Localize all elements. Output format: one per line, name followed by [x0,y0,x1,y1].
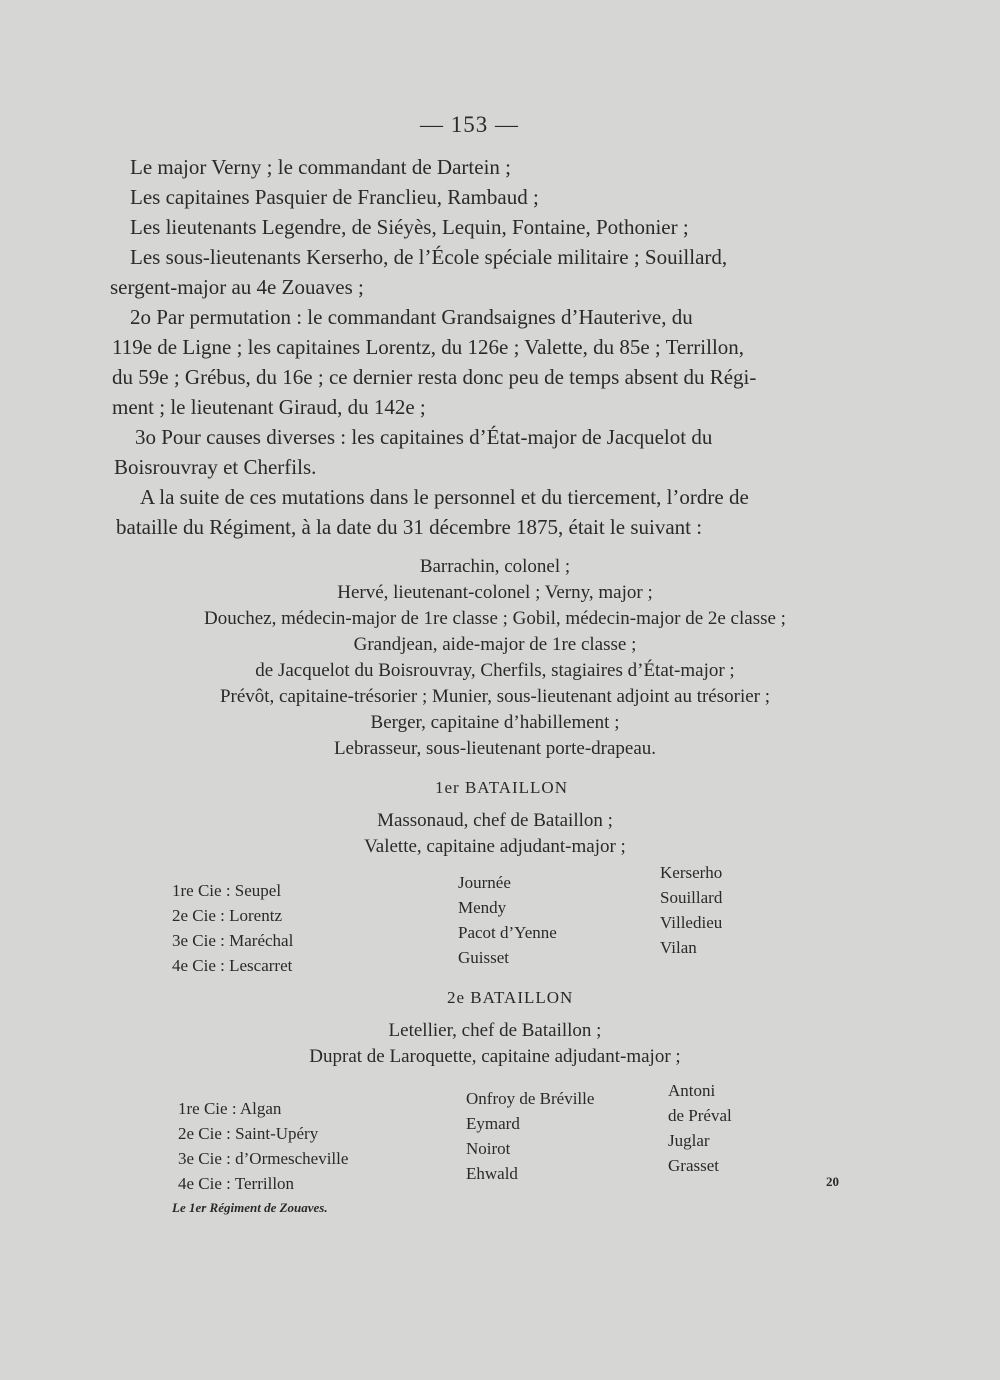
battalion-officer: Valette, capitaine adjudant-major ; [364,836,626,857]
company-row: 3e Cie : Maréchal [172,931,294,950]
sous-lieutenant-name: Grasset [668,1156,719,1175]
lieutenant-list [466,1086,594,1186]
text-line: Boisrouvray et Cherfils. [114,455,317,479]
company-list [172,878,293,978]
company-row: 4e Cie : Terrillon [178,1174,295,1193]
staff-line: Hervé, lieutenant-colonel ; Verny, major ; [337,582,653,603]
staff-line: Grandjean, aide-major de 1re classe ; [353,634,637,655]
battalion-heading: 2e BATAILLON [447,988,574,1007]
battalion-officer: Massonaud, chef de Bataillon ; [377,810,613,831]
sous-lieutenant-name: Villedieu [660,913,723,932]
lieutenant-list [458,870,557,970]
text-line: 3o Pour causes diverses : les capitaines d’État-major de Jacquelot du [135,425,713,449]
battalion-heading: 1er BATAILLON [435,778,568,797]
page-number: — 153 — [420,112,519,137]
text-line: Les capitaines Pasquier de Franclieu, Rambaud ; [130,185,539,209]
text-line: ment ; le lieutenant Giraud, du 142e ; [112,395,426,419]
company-list [178,1096,348,1196]
sous-lieutenant-name: Souillard [660,888,723,907]
sous-lieutenant-list [660,860,722,960]
lieutenant-name: Guisset [458,948,509,967]
lieutenant-name: Onfroy de Bréville [466,1089,595,1108]
lieutenant-name: Eymard [466,1114,520,1133]
lieutenant-name: Noirot [466,1139,511,1158]
staff-line: Lebrasseur, sous-lieutenant porte-drapeau. [333,738,657,759]
lieutenant-name: Mendy [458,898,507,917]
staff-line: de Jacquelot du Boisrouvray, Cherfils, stagiaires d’État-major ; [255,660,735,681]
text-line: A la suite de ces mutations dans le personnel et du tiercement, l’ordre de [140,485,749,509]
lieutenant-name: Pacot d’Yenne [458,923,557,942]
sous-lieutenant-name: Kerserho [660,863,723,882]
company-row: 2e Cie : Lorentz [172,906,282,925]
company-row: 3e Cie : d’Ormescheville [178,1149,349,1168]
company-row: 2e Cie : Saint-Upéry [178,1124,319,1143]
signature-line: Le 1er Régiment de Zouaves. [172,1200,328,1215]
text-line: Les sous-lieutenants Kerserho, de l’École spéciale militaire ; Souillard, [130,245,728,269]
staff-line: Prévôt, capitaine-trésorier ; Munier, sous-lieutenant adjoint au trésorier ; [219,686,771,707]
battalion-officer: Letellier, chef de Bataillon ; [388,1020,602,1041]
sous-lieutenant-name: de Préval [668,1106,732,1125]
company-row: 1re Cie : Seupel [172,881,282,900]
company-row: 1re Cie : Algan [178,1099,282,1118]
staff-line: Berger, capitaine d’habillement ; [370,712,620,733]
sous-lieutenant-list [668,1078,732,1178]
text-line: Le major Verny ; le commandant de Dartein ; [130,155,511,179]
lieutenant-name: Journée [458,873,511,892]
sous-lieutenant-name: Juglar [668,1131,710,1150]
text-line: sergent-major au 4e Zouaves ; [110,275,364,299]
sheet-number: 20 [826,1174,839,1189]
sous-lieutenant-name: Vilan [660,938,697,957]
text-line: du 59e ; Grébus, du 16e ; ce dernier resta donc peu de temps absent du Régi- [112,365,757,389]
battalion-officer: Duprat de Laroquette, capitaine adjudant-major ; [309,1046,681,1067]
text-line: bataille du Régiment, à la date du 31 décembre 1875, était le suivant : [116,515,703,539]
staff-line: Barrachin, colonel ; [419,556,571,577]
lieutenant-name: Ehwald [466,1164,518,1183]
text-line: 2o Par permutation : le commandant Grandsaignes d’Hauterive, du [130,305,693,329]
company-row: 4e Cie : Lescarret [172,956,293,975]
text-line: 119e de Ligne ; les capitaines Lorentz, du 126e ; Valette, du 85e ; Terrillon, [112,335,745,359]
text-line: Les lieutenants Legendre, de Siéyès, Lequin, Fontaine, Pothonier ; [130,215,689,239]
sous-lieutenant-name: Antoni [668,1081,716,1100]
staff-line: Douchez, médecin-major de 1re classe ; Gobil, médecin-major de 2e classe ; [204,608,786,629]
